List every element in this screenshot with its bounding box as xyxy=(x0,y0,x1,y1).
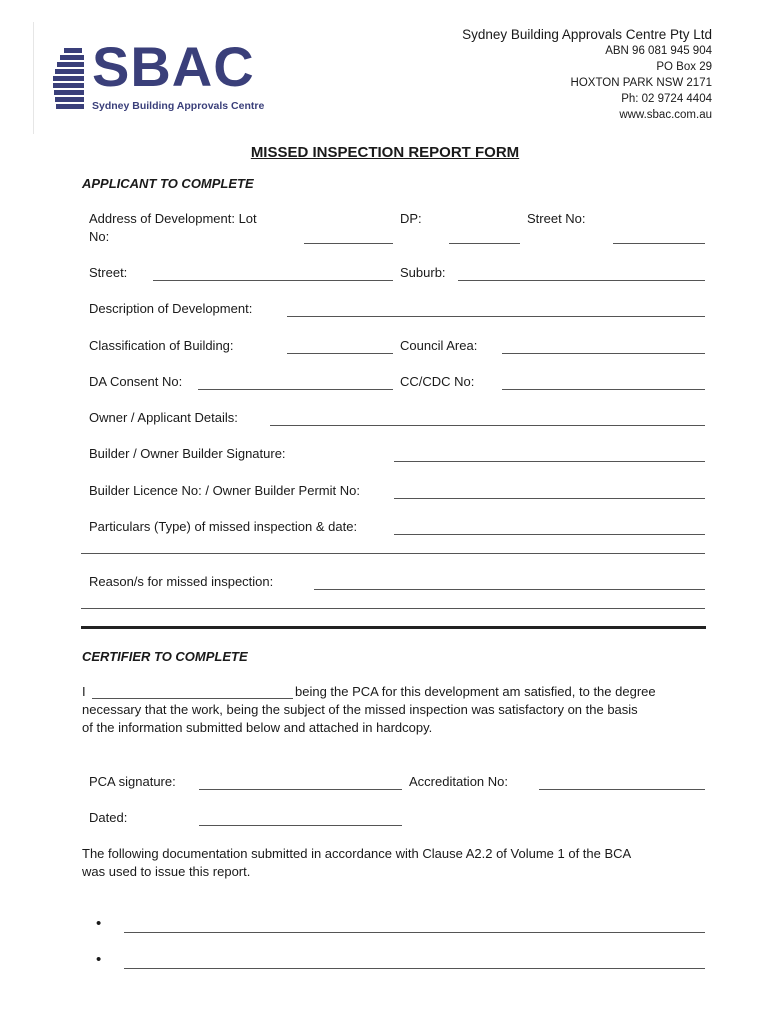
council-label: Council Area: xyxy=(400,338,478,353)
street-label: Street: xyxy=(89,265,128,280)
document-item-field[interactable] xyxy=(124,968,705,969)
logo-wordmark: SBAC xyxy=(92,35,255,98)
company-address: HOXTON PARK NSW 2171 xyxy=(570,77,712,89)
street-field[interactable] xyxy=(153,280,393,281)
certifier-prefix: I xyxy=(82,684,86,699)
bullet-marker: • xyxy=(96,951,102,968)
accreditation-label: Accreditation No: xyxy=(409,774,508,789)
builder-licence-field[interactable] xyxy=(394,498,705,499)
suburb-field[interactable] xyxy=(458,280,705,281)
owner-applicant-field[interactable] xyxy=(270,425,705,426)
document-item-field[interactable] xyxy=(124,932,705,933)
certifier-line2: necessary that the work, being the subject of the missed inspection was satisfactory on the basis xyxy=(82,702,638,717)
street-no-field[interactable] xyxy=(613,243,705,244)
builder-signature-field[interactable] xyxy=(394,461,705,462)
lot-no-field[interactable] xyxy=(304,243,393,244)
description-label: Description of Development: xyxy=(89,301,253,316)
da-consent-label: DA Consent No: xyxy=(89,374,183,389)
cc-cdc-label: CC/CDC No: xyxy=(400,374,475,389)
company-phone: Ph: 02 9724 4404 xyxy=(621,93,712,105)
certifier-line3: of the information submitted below and attached in hardcopy. xyxy=(82,720,433,735)
classification-field[interactable] xyxy=(287,353,393,354)
logo-subtitle: Sydney Building Approvals Centre xyxy=(92,100,265,112)
address-label: Address of Development: Lot xyxy=(89,211,257,226)
street-no-label: Street No: xyxy=(527,211,586,226)
certifier-name-field[interactable] xyxy=(92,698,293,699)
bullet-marker: • xyxy=(96,915,102,932)
classification-label: Classification of Building: xyxy=(89,338,234,353)
documentation-line1: The following documentation submitted in accordance with Clause A2.2 of Volume 1 of the BCA xyxy=(82,846,632,861)
accreditation-field[interactable] xyxy=(539,789,705,790)
company-abn: ABN 96 081 945 904 xyxy=(605,45,712,57)
company-website[interactable]: www.sbac.com.au xyxy=(619,109,712,121)
cc-cdc-field[interactable] xyxy=(502,389,705,390)
dp-label: DP: xyxy=(400,211,422,226)
head-profile-icon xyxy=(50,46,86,114)
documentation-line2: was used to issue this report. xyxy=(82,864,251,879)
builder-signature-label: Builder / Owner Builder Signature: xyxy=(89,446,286,461)
particulars-field[interactable] xyxy=(394,534,705,535)
reasons-field-continued[interactable] xyxy=(81,608,705,609)
certifier-line1: being the PCA for this development am satisfied, to the degree xyxy=(295,684,656,699)
builder-licence-label: Builder Licence No: / Owner Builder Permit No: xyxy=(89,483,360,498)
address-label-no: No: xyxy=(89,229,110,244)
reasons-field[interactable] xyxy=(314,589,705,590)
form-title: MISSED INSPECTION REPORT FORM xyxy=(250,144,520,161)
particulars-label: Particulars (Type) of missed inspection & date: xyxy=(89,519,358,534)
company-name: Sydney Building Approvals Centre Pty Ltd xyxy=(462,27,712,42)
owner-applicant-label: Owner / Applicant Details: xyxy=(89,410,238,425)
dated-label: Dated: xyxy=(89,810,128,825)
pca-signature-field[interactable] xyxy=(199,789,402,790)
dated-field[interactable] xyxy=(199,825,402,826)
particulars-field-continued[interactable] xyxy=(81,553,705,554)
suburb-label: Suburb: xyxy=(400,265,446,280)
certifier-section-heading: CERTIFIER TO COMPLETE xyxy=(82,649,248,664)
section-divider xyxy=(81,626,706,629)
council-field[interactable] xyxy=(502,353,705,354)
da-consent-field[interactable] xyxy=(198,389,393,390)
company-po-box: PO Box 29 xyxy=(656,61,712,73)
reasons-label: Reason/s for missed inspection: xyxy=(89,574,274,589)
dp-field[interactable] xyxy=(449,243,520,244)
description-field[interactable] xyxy=(287,316,705,317)
applicant-section-heading: APPLICANT TO COMPLETE xyxy=(82,176,254,191)
pca-signature-label: PCA signature: xyxy=(89,774,176,789)
